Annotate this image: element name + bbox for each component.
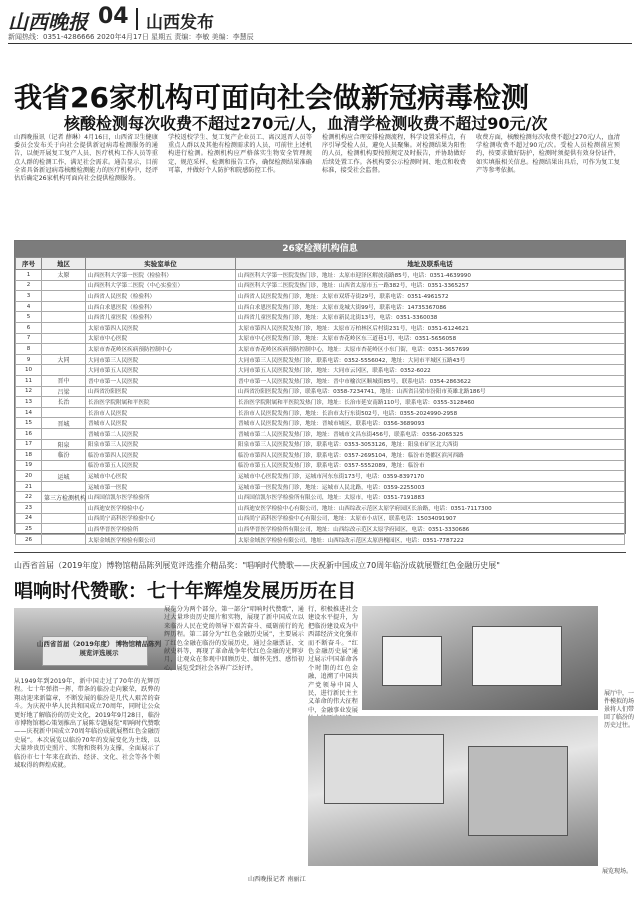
page-header bbox=[0, 0, 640, 44]
cell-region bbox=[42, 365, 86, 376]
cell-region: 吕梁 bbox=[42, 386, 86, 397]
cell-region bbox=[42, 333, 86, 344]
cell-index: 18 bbox=[16, 450, 42, 461]
cell-index: 26 bbox=[16, 534, 42, 545]
cell-index: 22 bbox=[16, 492, 42, 503]
table-row bbox=[16, 344, 625, 355]
table-row bbox=[16, 439, 625, 450]
table-row bbox=[16, 513, 625, 524]
section-name: 山西发布 bbox=[146, 13, 214, 33]
cell-contact: 临汾市第四人民医院发热门诊，联系电话：0357-2695104，地址：临汾市尧都区滨河西路 bbox=[236, 450, 625, 461]
lead-headline: 我省26家机构可面向社会做新冠病毒检测 bbox=[14, 81, 529, 114]
cell-contact: 太原市第四人民医院发热门诊，地址：太原市万柏林区后村街231号，电话：0351-6124621 bbox=[236, 322, 625, 333]
table-row bbox=[16, 418, 625, 429]
table-row bbox=[16, 503, 625, 514]
cell-contact: 晋城市第二人民医院发热门诊，地址：晋城市文昌东街456号，联系电话：0356-2065325 bbox=[236, 428, 625, 439]
cell-region bbox=[42, 344, 86, 355]
cell-contact: 临汾市第五人民医院发热门诊，联系电话：0357-5552089，地址：临汾市 bbox=[236, 460, 625, 471]
cell-unit: 长治市人民医院 bbox=[86, 407, 236, 418]
cell-unit: 山西尚宁高科医学检验中心 bbox=[86, 513, 236, 524]
cell-region bbox=[42, 407, 86, 418]
table-row bbox=[16, 534, 625, 545]
cell-contact: 太原市中心医院发热门诊，地址：太原市杏花岭区东三道巷1号，电话：0351-5656058 bbox=[236, 333, 625, 344]
cell-region bbox=[42, 322, 86, 333]
cell-index: 17 bbox=[16, 439, 42, 450]
institutions-table bbox=[15, 257, 625, 545]
cell-index: 8 bbox=[16, 344, 42, 355]
header-rule bbox=[8, 43, 632, 44]
cell-index: 24 bbox=[16, 513, 42, 524]
cell-contact: 山西省人民医院发热门诊，地址：太原市双塔寺街29号，联系电话：0351-4961572 bbox=[236, 291, 625, 302]
table-row bbox=[16, 450, 625, 461]
cell-region bbox=[42, 524, 86, 535]
cell-unit: 临汾市第五人民医院 bbox=[86, 460, 236, 471]
cell-unit: 太原市第四人民医院 bbox=[86, 322, 236, 333]
cell-region: 晋城 bbox=[42, 418, 86, 429]
cell-index: 23 bbox=[16, 503, 42, 514]
display-case bbox=[468, 746, 568, 836]
cell-region: 长治 bbox=[42, 397, 86, 408]
cell-region: 太原 bbox=[42, 270, 86, 281]
table-row bbox=[16, 397, 625, 408]
cell-unit: 山西省儿童医院（检验科） bbox=[86, 312, 236, 323]
cell-index: 16 bbox=[16, 428, 42, 439]
cell-unit: 临汾市第四人民医院 bbox=[86, 450, 236, 461]
cell-contact: 长治市人民医院发热门诊，地址：长治市太行东街502号，电话：0355-2024990-2958 bbox=[236, 407, 625, 418]
cell-unit: 山西白求恩医院（检验科） bbox=[86, 301, 236, 312]
cell-contact: 山西国信凯尔医学检验所有限公司，地址：太原市，电话：0351-7191883 bbox=[236, 492, 625, 503]
cell-index: 5 bbox=[16, 312, 42, 323]
table-row bbox=[16, 386, 625, 397]
cell-unit: 山西医科大学第二医院（中心实验室） bbox=[86, 280, 236, 291]
testing-institutions-table bbox=[14, 240, 626, 544]
cell-contact: 晋城市人民医院发热门诊，地址：晋城市城区，联系电话：0356-3689093 bbox=[236, 418, 625, 429]
header-unit: 实验室单位 bbox=[86, 258, 236, 270]
cell-unit: 山西华晋医学检验所 bbox=[86, 524, 236, 535]
lead-column-4: 收费方面，核酸检测每次收费不超过270元/人，血清学检测收费不超过90元/次。受检人员检测前应预约，按要求做好防护，检测时须提供有效身份证件，如实填报相关信息。检测结果出具后，可作为复工复产等参考依据。 bbox=[476, 134, 620, 174]
cell-region bbox=[42, 534, 86, 545]
header-meta: 新闻热线：0351-4286666 2020年4月17日 星期五 责编：李敏 美编：李慧辰 bbox=[8, 33, 254, 41]
cell-contact: 山西医科大学第一医院发热门诊，地址：太原市迎泽区解放南路85号，电话：0351-4639990 bbox=[236, 270, 625, 281]
cell-index: 10 bbox=[16, 365, 42, 376]
reporter-byline: 山西晚报记者 南丽江 bbox=[248, 876, 306, 883]
cell-index: 4 bbox=[16, 301, 42, 312]
cell-index: 25 bbox=[16, 524, 42, 535]
cell-contact: 太原市杏花岭区疾病预防控制中心，地址：太原市杏花岭区小东门街，电话：0351-3657699 bbox=[236, 344, 625, 355]
cell-region bbox=[42, 291, 86, 302]
cell-contact: 山西省汾阳医院发热门诊，联系电话：0358-7234741，地址：山西省吕梁市汾阳市英雄北路186号 bbox=[236, 386, 625, 397]
table-row bbox=[16, 270, 625, 281]
cell-unit: 山西医科大学第一医院（检验科） bbox=[86, 270, 236, 281]
header-separator bbox=[136, 8, 138, 30]
header-index: 序号 bbox=[16, 258, 42, 270]
cell-unit: 长治医学院附属和平医院 bbox=[86, 397, 236, 408]
cell-region bbox=[42, 301, 86, 312]
cell-unit: 太原市中心医院 bbox=[86, 333, 236, 344]
photo-caption-hall: 展厅中，一件模拟的场景将人们带回了临汾的历史过往。 bbox=[604, 690, 635, 729]
cell-index: 19 bbox=[16, 460, 42, 471]
cell-contact: 山西迪安医学检验中心有限公司，地址：山西综改示范区太原学府园区长治路，电话：0351-7117300 bbox=[236, 503, 625, 514]
cell-region bbox=[42, 428, 86, 439]
cell-region bbox=[42, 280, 86, 291]
table-row bbox=[16, 333, 625, 344]
cell-contact: 山西白求恩医院发热门诊，地址：太原市龙城大街99号，联系电话：14735367086 bbox=[236, 301, 625, 312]
cell-contact: 长治医学院附属和平医院发热门诊，地址：长治市延安南路110号，联系电话：0355-3128460 bbox=[236, 397, 625, 408]
cell-region bbox=[42, 503, 86, 514]
cell-index: 13 bbox=[16, 397, 42, 408]
newspaper-logo: 山西晚报 bbox=[8, 10, 88, 34]
cell-unit: 山西国信凯尔医学检验所 bbox=[86, 492, 236, 503]
cell-region bbox=[42, 513, 86, 524]
cell-index: 9 bbox=[16, 354, 42, 365]
second-column-1: 从1949年到2019年，新中国走过了70年的光辉历程。七十年弹指一挥，带条的临汾走向繁荣，跃弊的翔动迎来新篇章，不断发展的临汾是几代人艰苦的奋斗。为庆祝中华人民共和国成立70周年，同时让公众更好地了解临汾的历史文化，2019年9月28日，临汾市博物馆精心策划推出了展陈专题展览“唱响时代赞歌——庆祝新中国成立70周年临汾成就展暨红色金融历史展”。本次展览以临汾70年的发展变化为主线，以大量珍贵历史照片、实物和资料为支撑，全面展示了临汾市七十年来在政治、经济、文化、社会等各个领域取得的辉煌成就。 bbox=[14, 678, 160, 770]
cell-index: 15 bbox=[16, 418, 42, 429]
cell-region: 第三方检测机构 bbox=[42, 492, 86, 503]
lead-column-1: 山西晚报讯（记者 薛琳）4月16日，山西省卫生健康委员会发布关于向社会提供新冠病毒检测服务的通告，以便开展复工复产人员、医疗机构工作人员等重点人群的检测工作，满足社会需求。通告显示，目前全省具备新冠病毒核酸检测能力的医疗机构中，经评估后确定26家机构可面向社会提供检测服务。 bbox=[14, 134, 158, 183]
cell-region bbox=[42, 481, 86, 492]
second-column-3: 行，积极推进社会建设水平提升，为把临汾建设成为中西部经济文化强市而不断奋斗。“红色金融历史展”通过展示中国革命各个时期的红色金融，追溯了中国共产党领导中国人民，进行新民主主义革命的伟大征程中，金融事业发展 bbox=[308, 606, 358, 714]
display-wall bbox=[324, 734, 444, 804]
cell-unit: 晋城市人民医院 bbox=[86, 418, 236, 429]
exhibit-panel bbox=[472, 626, 562, 686]
exhibit-panel bbox=[382, 636, 442, 686]
table-caption: 26家检测机构信息 bbox=[15, 241, 625, 257]
cell-unit: 晋城市第二人民医院 bbox=[86, 428, 236, 439]
exhibition-book-photo bbox=[14, 608, 176, 670]
cell-index: 7 bbox=[16, 333, 42, 344]
cell-contact: 运城市中心医院发热门诊，运城市河东东街173号，电话：0359-8397170 bbox=[236, 471, 625, 482]
cell-unit: 运城市第一医院 bbox=[86, 481, 236, 492]
cell-index: 12 bbox=[16, 386, 42, 397]
cell-contact: 山西华晋医学检验所有限公司，地址：山西综改示范区太原学府园区，电话：0351-3330686 bbox=[236, 524, 625, 535]
header-contact: 地址及联系电话 bbox=[236, 258, 625, 270]
cell-unit: 大同市第五人民医院 bbox=[86, 365, 236, 376]
cell-index: 1 bbox=[16, 270, 42, 281]
cell-unit: 阳泉市第三人民医院 bbox=[86, 439, 236, 450]
cell-region bbox=[42, 312, 86, 323]
cell-index: 21 bbox=[16, 481, 42, 492]
table-row bbox=[16, 460, 625, 471]
cell-region: 运城 bbox=[42, 471, 86, 482]
cell-region: 大同 bbox=[42, 354, 86, 365]
cell-unit: 大同市第三人民医院 bbox=[86, 354, 236, 365]
cell-unit: 运城市中心医院 bbox=[86, 471, 236, 482]
page-number: 04 bbox=[98, 4, 129, 29]
cell-index: 6 bbox=[16, 322, 42, 333]
cell-unit: 山西省汾阳医院 bbox=[86, 386, 236, 397]
photo-caption-scene: 展览现场。 bbox=[602, 868, 633, 875]
section-divider bbox=[14, 552, 626, 553]
cell-region bbox=[42, 460, 86, 471]
table-row bbox=[16, 407, 625, 418]
table-row bbox=[16, 301, 625, 312]
cell-contact: 晋中市第一人民医院发热门诊，地址：晋中市榆次区顺城街85号，联系电话：0354-2863622 bbox=[236, 375, 625, 386]
cell-contact: 太原金域医学检验有限公司，地址：山西综改示范区太原唐槐园区，电话：0351-7787222 bbox=[236, 534, 625, 545]
cell-index: 3 bbox=[16, 291, 42, 302]
cell-region: 阳泉 bbox=[42, 439, 86, 450]
table-row bbox=[16, 481, 625, 492]
table-header-row bbox=[16, 258, 625, 270]
cell-region: 晋中 bbox=[42, 375, 86, 386]
table-row bbox=[16, 375, 625, 386]
table-row bbox=[16, 492, 625, 503]
cell-contact: 山西尚宁高科医学检验中心有限公司，地址：太原市小店区，联系电话：15034091907 bbox=[236, 513, 625, 524]
table-row bbox=[16, 322, 625, 333]
cell-contact: 运城市第一医院发热门诊，地址：运城市人民北路，电话：0359-2255003 bbox=[236, 481, 625, 492]
cell-unit: 山西迪安医学检验中心 bbox=[86, 503, 236, 514]
lead-column-2: 学校返校学生、复工复产企业员工、离汉返晋人员等重点人群以及其他有检测需求的人员，可前往上述机构进行检测。检测机构应严格落实生物安全管理规定，规范采样、检测和报告工作，确保检测结果准确可靠，并做好个人防护和院感防控工作。 bbox=[168, 134, 312, 174]
cell-unit: 太原市杏花岭区疾病预防控制中心 bbox=[86, 344, 236, 355]
cell-index: 20 bbox=[16, 471, 42, 482]
cell-index: 2 bbox=[16, 280, 42, 291]
cell-index: 14 bbox=[16, 407, 42, 418]
header-region: 地区 bbox=[42, 258, 86, 270]
cell-contact: 山西省儿童医院发热门诊，地址：太原市新民北街13号，电话：0351-3360038 bbox=[236, 312, 625, 323]
second-kicker: 山西省首届（2019年度）博物馆精品陈列展览评选推介精品奖："唱响时代赞歌——庆祝新中国成立70周年临汾成就展暨红色金融历史展" bbox=[14, 561, 500, 570]
cell-contact: 大同市第五人民医院发热门诊，地址：大同市云冈区，联系电话：0352-6022 bbox=[236, 365, 625, 376]
lead-subhead: 核酸检测每次收费不超过270元/人，血清学检测收费不超过90元/次 bbox=[64, 114, 548, 133]
table-row bbox=[16, 280, 625, 291]
lead-column-3: 检测机构应合理安排检测流程，科学设置采样点，有序引导受检人员，避免人员聚集。对检测结果为阳性的人员，检测机构要按照规定及时报告，并协助做好后续处置工作。各机构要公示检测时间、地点和收费标准，接受社会监督。 bbox=[322, 134, 466, 174]
table-body bbox=[16, 270, 625, 545]
table-row bbox=[16, 428, 625, 439]
cell-unit: 山西省人民医院（检验科） bbox=[86, 291, 236, 302]
table-row bbox=[16, 524, 625, 535]
cell-unit: 晋中市第一人民医院 bbox=[86, 375, 236, 386]
cell-unit: 太原金域医学检验有限公司 bbox=[86, 534, 236, 545]
cell-contact: 大同市第三人民医院发热门诊，联系电话：0352-5556042，地址：大同市平城区五路43号 bbox=[236, 354, 625, 365]
cell-index: 11 bbox=[16, 375, 42, 386]
exhibition-hall-photo bbox=[362, 606, 598, 710]
cell-region: 临汾 bbox=[42, 450, 86, 461]
book-label: 山西省首届（2019年度） 博物馆精品陈列展览评选展示 bbox=[36, 640, 162, 657]
exhibition-scene-photo bbox=[308, 716, 598, 866]
cell-contact: 山西医科大学第二医院发热门诊，地址：山西省太原市五一路382号，电话：0351-3365257 bbox=[236, 280, 625, 291]
cell-contact: 阳泉市第三人民医院发热门诊，联系电话：0353-3053126，地址：阳泉市矿区北大西街 bbox=[236, 439, 625, 450]
table-row bbox=[16, 291, 625, 302]
table-row bbox=[16, 354, 625, 365]
table-row bbox=[16, 471, 625, 482]
table-row bbox=[16, 312, 625, 323]
second-column-2: 展览分为两个部分，第一部分“唱响时代赞歌”，通过大量珍贵历史图片和实物，展现了新中国成立以来临汾人民在党的领导下艰苦奋斗、砥砺前行的光辉历程。第二部分为“红色金融历史展”，主要展示了红色金融在临汾的发展历史，通过金融票证、文献史料等，再现了革命战争年代红色金融的光辉岁月，让观众在参观中回顾历史、缅怀先烈、感悟初心。展览受到社会各界广泛好评。 bbox=[164, 606, 304, 672]
second-title: 唱响时代赞歌：七十年辉煌发展历历在目 bbox=[14, 580, 357, 602]
table-row bbox=[16, 365, 625, 376]
